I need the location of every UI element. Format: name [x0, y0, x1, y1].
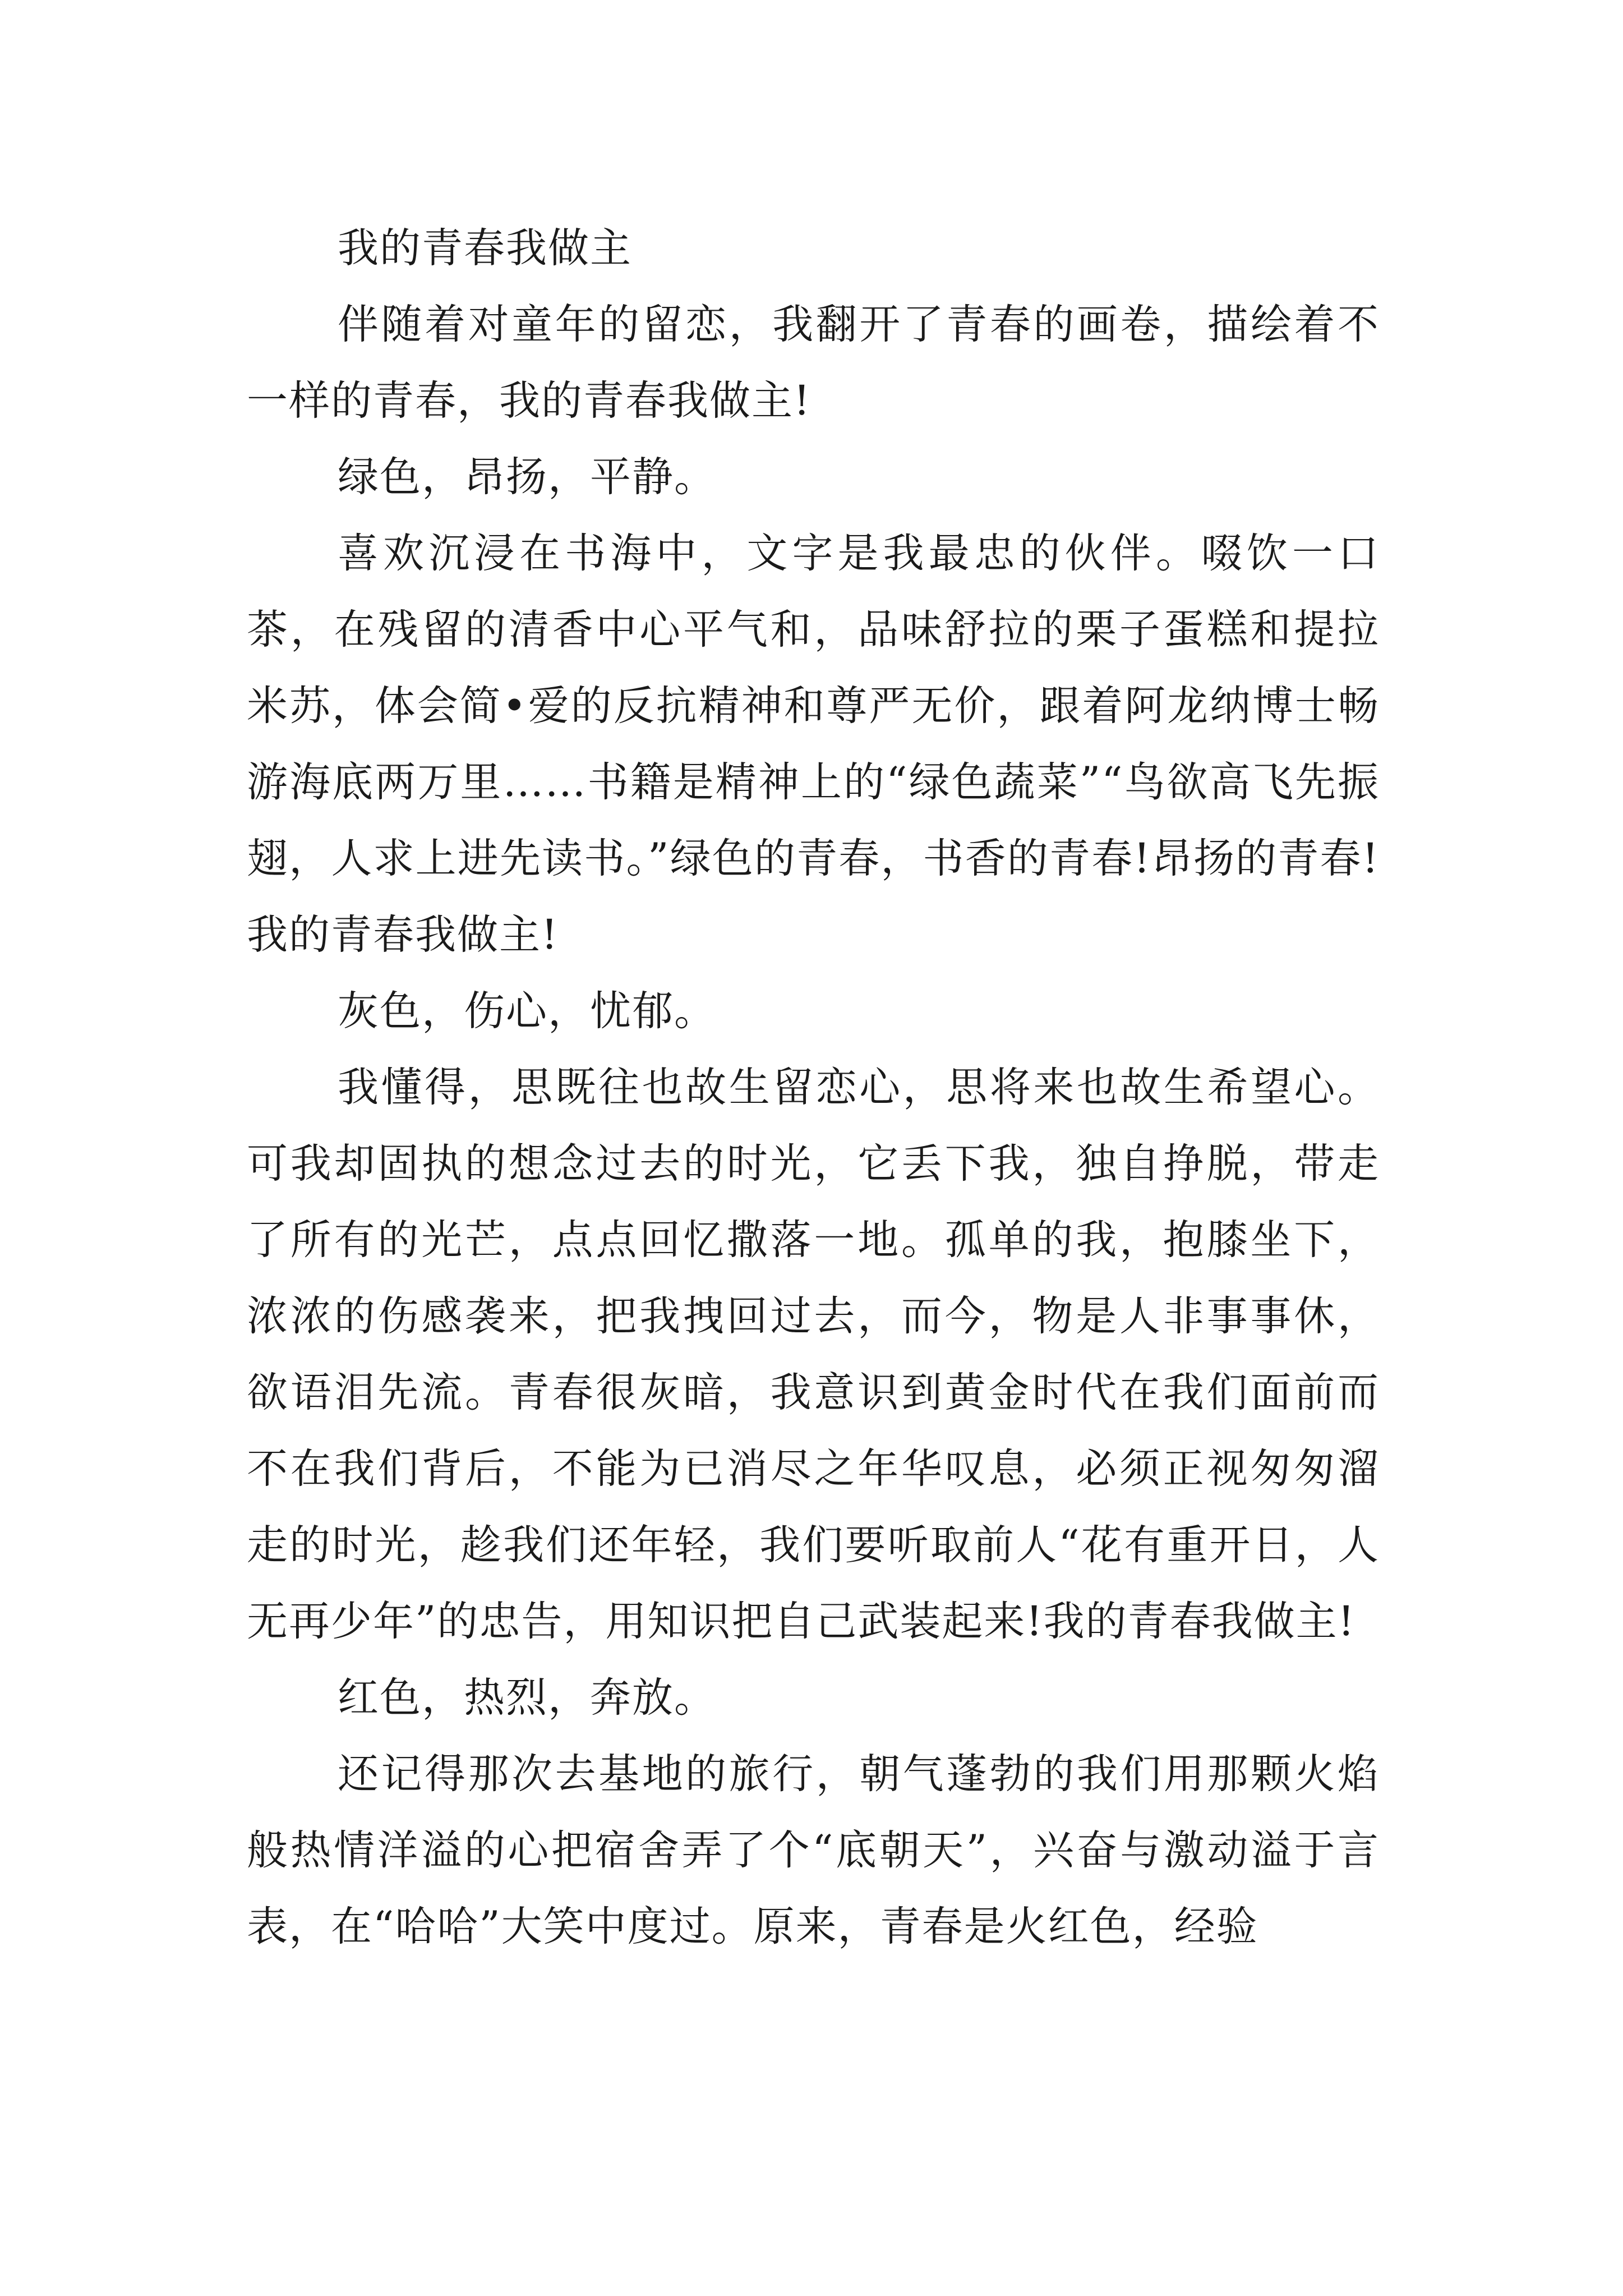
paragraph: 伴随着对童年的留恋，我翻开了青春的画卷，描绘着不一样的青春，我的青春我做主!	[247, 301, 1380, 425]
paragraph: 红色，热烈，奔放。	[338, 1674, 716, 1722]
paragraph: 绿色，昂扬，平静。	[338, 453, 716, 501]
document-body	[247, 210, 1380, 1965]
paragraph: 灰色，伤心，忧郁。	[338, 987, 716, 1035]
document-title: 我的青春我做主	[338, 224, 632, 272]
paragraph: 喜欢沉浸在书海中，文字是我最忠的伙伴。啜饮一口茶，在残留的清香中心平气和，品味舒拉的栗子蛋糕和提拉米苏，体会简•爱的反抗精神和尊严无价，跟着阿龙纳博士畅游海底两万里……书籍是精神上的“绿色蔬菜”“鸟欲高飞先振翅，人求上进先读书。”绿色的青春，书香的青春!昂扬的青春!我的青春我做主!	[247, 530, 1380, 959]
paragraph: 我懂得，思既往也故生留恋心，思将来也故生希望心。可我却固执的想念过去的时光，它丢下我，独自挣脱，带走了所有的光芒，点点回忆撒落一地。孤单的我，抱膝坐下，浓浓的伤感袭来，把我拽回过去，而今，物是人非事事休，欲语泪先流。青春很灰暗，我意识到黄金时代在我们面前而不在我们背后，不能为已消尽之年华叹息，必须正视匆匆溜走的时光，趁我们还年轻，我们要听取前人“花有重开日，人无再少年”的忠告，用知识把自己武装起来!我的青春我做主!	[247, 1064, 1380, 1645]
paragraph: 还记得那次去基地的旅行，朝气蓬勃的我们用那颗火焰般热情洋溢的心把宿舍弄了个“底朝天”，兴奋与激动溢于言表，在“哈哈”大笑中度过。原来，青春是火红色，经验	[247, 1750, 1380, 1950]
